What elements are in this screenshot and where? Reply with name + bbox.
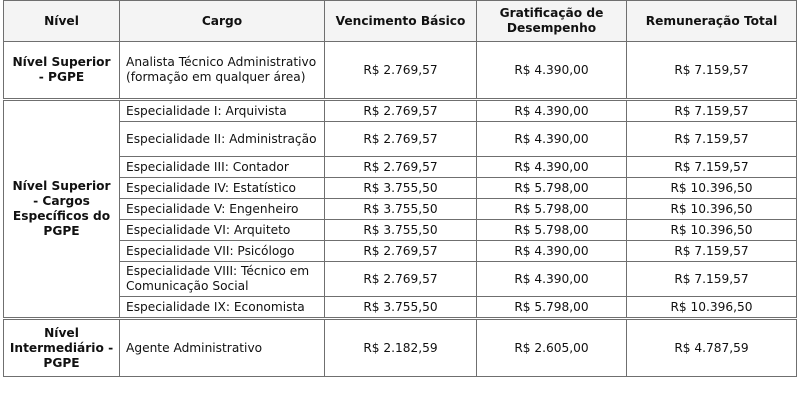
vencimento-cell: R$ 2.769,57 <box>325 157 477 178</box>
group-nivel-intermediario: Nível Intermediário - PGPE <box>4 319 120 377</box>
remuneracao-cell: R$ 10.396,50 <box>627 199 797 220</box>
gratificacao-cell: R$ 5.798,00 <box>477 199 627 220</box>
cargo-cell: Especialidade IX: Economista <box>120 297 325 319</box>
vencimento-cell: R$ 3.755,50 <box>325 297 477 319</box>
cargo-cell: Especialidade VIII: Técnico em Comunicação Social <box>120 262 325 297</box>
header-row <box>4 1 797 42</box>
header-nivel: Nível <box>4 1 120 42</box>
gratificacao-cell: R$ 2.605,00 <box>477 319 627 377</box>
gratificacao-cell: R$ 4.390,00 <box>477 42 627 100</box>
table-row <box>4 319 797 377</box>
gratificacao-cell: R$ 5.798,00 <box>477 220 627 241</box>
table-row <box>4 100 797 122</box>
remuneracao-cell: R$ 7.159,57 <box>627 100 797 122</box>
header-gratificacao: Gratificação de Desempenho <box>477 1 627 42</box>
vencimento-cell: R$ 2.769,57 <box>325 122 477 157</box>
table-row <box>4 42 797 100</box>
cargo-cell: Especialidade IV: Estatístico <box>120 178 325 199</box>
salary-table <box>3 0 797 377</box>
vencimento-cell: R$ 2.769,57 <box>325 241 477 262</box>
table-row <box>4 297 797 319</box>
table-row <box>4 199 797 220</box>
group-nivel-superior: Nível Superior - PGPE <box>4 42 120 100</box>
gratificacao-cell: R$ 4.390,00 <box>477 122 627 157</box>
table-row <box>4 220 797 241</box>
cargo-cell: Especialidade V: Engenheiro <box>120 199 325 220</box>
remuneracao-cell: R$ 7.159,57 <box>627 42 797 100</box>
gratificacao-cell: R$ 4.390,00 <box>477 262 627 297</box>
remuneracao-cell: R$ 7.159,57 <box>627 241 797 262</box>
table-row <box>4 178 797 199</box>
gratificacao-cell: R$ 5.798,00 <box>477 178 627 199</box>
table-row <box>4 157 797 178</box>
remuneracao-cell: R$ 10.396,50 <box>627 297 797 319</box>
gratificacao-cell: R$ 4.390,00 <box>477 100 627 122</box>
remuneracao-cell: R$ 7.159,57 <box>627 262 797 297</box>
cargo-cell: Especialidade II: Administração <box>120 122 325 157</box>
vencimento-cell: R$ 3.755,50 <box>325 220 477 241</box>
cargo-cell: Analista Técnico Administrativo (formação em qualquer área) <box>120 42 325 100</box>
vencimento-cell: R$ 2.769,57 <box>325 100 477 122</box>
remuneracao-cell: R$ 7.159,57 <box>627 157 797 178</box>
vencimento-cell: R$ 2.182,59 <box>325 319 477 377</box>
table-row <box>4 241 797 262</box>
header-cargo: Cargo <box>120 1 325 42</box>
gratificacao-cell: R$ 4.390,00 <box>477 157 627 178</box>
cargo-cell: Especialidade III: Contador <box>120 157 325 178</box>
header-remuneracao: Remuneração Total <box>627 1 797 42</box>
remuneracao-cell: R$ 10.396,50 <box>627 220 797 241</box>
group-cargos-especificos: Nível Superior - Cargos Específicos do PGPE <box>4 100 120 319</box>
remuneracao-cell: R$ 10.396,50 <box>627 178 797 199</box>
gratificacao-cell: R$ 5.798,00 <box>477 297 627 319</box>
vencimento-cell: R$ 3.755,50 <box>325 199 477 220</box>
cargo-cell: Agente Administrativo <box>120 319 325 377</box>
gratificacao-cell: R$ 4.390,00 <box>477 241 627 262</box>
vencimento-cell: R$ 3.755,50 <box>325 178 477 199</box>
remuneracao-cell: R$ 4.787,59 <box>627 319 797 377</box>
cargo-cell: Especialidade VII: Psicólogo <box>120 241 325 262</box>
remuneracao-cell: R$ 7.159,57 <box>627 122 797 157</box>
table-row <box>4 122 797 157</box>
cargo-cell: Especialidade VI: Arquiteto <box>120 220 325 241</box>
cargo-cell: Especialidade I: Arquivista <box>120 100 325 122</box>
vencimento-cell: R$ 2.769,57 <box>325 42 477 100</box>
table-row <box>4 262 797 297</box>
vencimento-cell: R$ 2.769,57 <box>325 262 477 297</box>
header-vencimento: Vencimento Básico <box>325 1 477 42</box>
